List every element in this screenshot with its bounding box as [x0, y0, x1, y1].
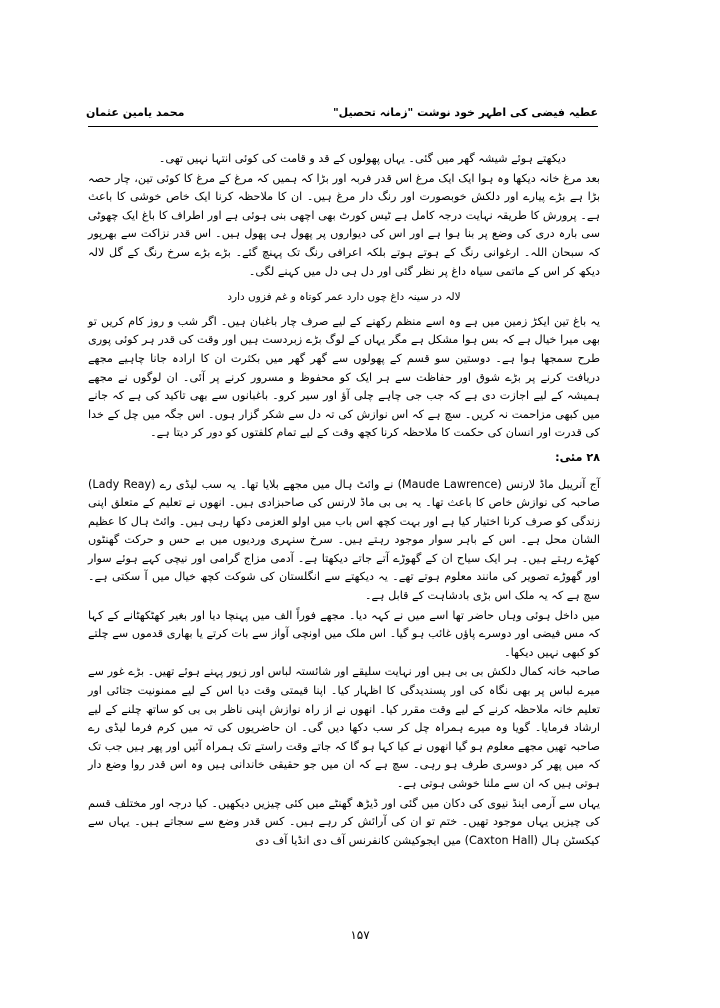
body-text: [88, 150, 600, 851]
header-rule: [88, 126, 598, 127]
paragraph: صاحبہ خانہ کمال دلکش بی بی ہیں اور نہایت سلیقے اور شائستہ لباس اور زیور پہنے ہوئے تھیں۔ بڑے غور سے میرے لباس پر بھی نگاہ کی اور پسندیدگی کا اظہار کیا۔ اپنا قیمتی وقت دیا اس کے لیے ممنونیت جتائی اور تعلیم خانہ ملاحظہ کرنے کے لیے وقت مقرر کیا۔ انھوں نے از راہ نوازش اپنی ناظر بی بی کو ساتھ چلنے کے لیے ارشاد فرمایا۔ گویا وہ میرے ہمراہ چل کر سب دکھا دیں گی۔ ان حاضریوں کی تہ میں کرم فرما لیڈی رے صاحبہ تھیں مجھے معلوم ہو گیا انھوں نے کیا کہا ہو گا کہ جاتے وقت راستے تک ہمراہ آئیں اور پھر ہیں جب تک کہ میں پھر کر دوسری طرف ہو رہی۔ سچ ہے کہ ان میں جو حقیقی خاندانی ہیں وہ اس قدر روا وضع دار ہوتی ہیں کہ ان سے ملنا خوشی ہوتی ہے۔: [88, 665, 600, 790]
header-title: عطیہ فیضی کی اطہر خود نوشت "زمانہ تحصیل": [332, 106, 598, 119]
date-heading: ۲۸ مئی:: [555, 450, 600, 464]
paragraph: دیکھتے ہوئے شیشہ گھر میں گئی۔ یہاں پھولوں کے قد و قامت کی کوئی انتہا نہیں تھی۔: [158, 152, 566, 165]
paragraph: یہاں سے آرمی اینڈ نیوی کی دکان میں گئی اور ڈیڑھ گھنٹے میں کئی چیزیں دیکھیں۔ کیا درجہ اور مختلف قسم کی چیزیں یہاں موجود تھیں۔ ختم تو ان کی آرائش کر رہے ہیں۔ کس قدر وضع سے سجاتے ہیں۔ یہاں سے کیکسٹن ہال (Caxton Hall) میں ایجوکیشن کانفرنس آف دی انڈیا آف دی: [88, 796, 600, 847]
page-number: ۱۵۷: [350, 928, 370, 942]
header-author: محمد یامین عثمان: [86, 106, 185, 119]
running-header: [86, 106, 598, 128]
paragraph: بعد مرغ خانہ دیکھا وہ ہوا ایک ایک مرغ اس قدر فربہ اور بڑا کہ ہمیں کہ مرغ کے مرغ کا کوئی تین، چار حصہ بڑا ہے بڑے پیارے اور دلکش خوبصورت اور رنگ دار مرغ ہیں۔ ان کا ملاحظہ کرنا ایک خاص خوشی کا باعث ہے۔ پرورش کا طریقہ نہایت درجہ کامل ہے ٹیس کورٹ بھی اچھی بنی ہوئی ہے اور اطراف کا باغ ایک چھوٹی سی بارہ دری کی وضع پر بنا ہوا ہے اور اس کی دیواروں پر پھول ہی پھول ہیں۔ اس قدر نزاکت سے بھرپور کہ سبحان اللہ۔ ارغوانی رنگ کے ہوتے ہوتے بلکہ اعرافی رنگ تک پہنچ گئے۔ بڑے بڑے سرخ رنگ کے گل لالہ دیکھ کر اس کے ماتمی سیاہ داغ پر نظر گئی اور دل ہی دل میں کہنے لگی۔: [88, 171, 600, 278]
verse: لالہ در سینہ داغ چوں دارد عمر کوتاہ و غم فزوں دارد: [227, 291, 461, 304]
paragraph: یہ باغ تین ایکڑ زمین میں ہے وہ اسے منظم رکھنے کے لیے صرف چار باغبان ہیں۔ اگر شب و روز کام کریں تو بھی میرا خیال ہے کہ بس ہوا مشکل ہے مگر یہاں کے لوگ بڑے زبردست ہیں اور وقت کی قدر ہر کوئی پوری طرح سمجھا ہوا ہے۔ دوستین سو قسم کے پھولوں سے گھر گھر میں بکثرت ان کا ارادہ جانا چاہیے مجھے دریافت کرنے پر بڑے شوق اور حفاظت سے ہر ایک کو محفوظ و مسرور کرنے پر آئی۔ ان لوگوں نے مجھے ہمیشہ کے لیے اجازت دی ہے کہ جب جی چاہے چلی آؤ اور سیر کرو۔ باغبانوں سے بھی تاکید کی ہے کہ جانے میں کبھی مزاحمت نہ کریں۔ سچ ہے کہ اس نوازش کی تہ دل سے شکر گزار ہوں۔ اس جگہ میں چل کے خدا کی قدرت اور انسان کی حکمت کا ملاحظہ کرنا کچھ وقت کے لیے تمام کلفتوں کو دور کر دیتا ہے۔: [88, 314, 600, 440]
paragraph: آج آنریبل ماڈ لارنس (Maude Lawrence) نے وائٹ ہال میں مجھے بلایا تھا۔ یہ سب لیڈی رے (Lady Reay) صاحبہ کی نوازش خاص کا باعث تھا۔ یہ بی بی ماڈ لارنس کی صاحبزادی ہیں۔ انھوں نے تعلیم کے متعلق اپنی زندگی کو صرف کرنا اختیار کیا ہے اور بہت کچھ اس باب میں اولو العزمی دکھا رہی ہیں۔ وائٹ ہال کا عظیم الشان محل ہے۔ اس کے باہر سوار موجود رہتے ہیں۔ سرخ سنہری وردیوں میں بے حس و حرکت گھنٹوں کھڑے رہتے ہیں۔ ہر ایک سیاح ان کے گھوڑے آتے جاتے دیکھتا ہے۔ آدمی مزاج گرامی اور نیچی کہے ہوئے سوار اور گھوڑے تصویر کی مانند معلوم ہوتے تھے۔ یہ دیکھتے سے انگلستان کی شوکت کچھ خیال میں آ سکتی ہے۔ سچ ہے کہ یہ ملک اس بڑی بادشاہت کے قابل ہے۔: [88, 477, 600, 603]
paragraph: میں داخل ہوئی وہاں حاضر تھا اسے میں نے کہہ دیا۔ مجھے فوراً الف میں پہنچا دیا اور بغیر کھٹکھٹانے کے کہا کہ مس فیضی اور دوسرے پاؤں غائب ہو گیا۔ اس ملک میں اونچی آواز سے بات کرتے یا بھاری قدموں سے چلتے کو کبھی نہیں دیکھا۔: [88, 608, 600, 659]
